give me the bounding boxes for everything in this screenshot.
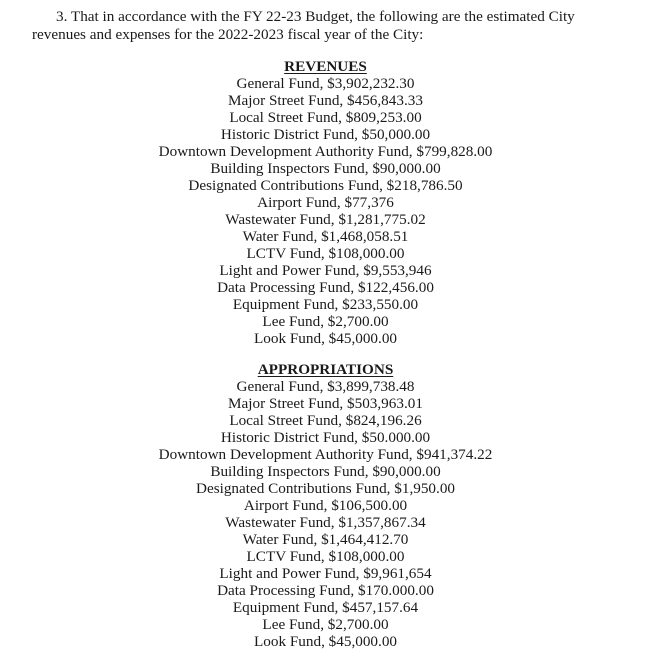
revenue-item: Wastewater Fund, $1,281,775.02 [225, 211, 426, 228]
appropriation-item: Building Inspectors Fund, $90,000.00 [210, 463, 441, 480]
revenue-item: Designated Contributions Fund, $218,786.50 [188, 177, 463, 194]
appropriation-item: LCTV Fund, $108,000.00 [246, 548, 405, 565]
revenue-item: Local Street Fund, $809,253.00 [229, 109, 422, 126]
revenue-item: Equipment Fund, $233,550.00 [232, 296, 419, 313]
revenue-item: Building Inspectors Fund, $90,000.00 [210, 160, 441, 177]
appropriation-item: Historic District Fund, $50.000.00 [220, 429, 431, 446]
appropriation-item: General Fund, $3,899,738.48 [236, 378, 415, 395]
intro-line-1: 3. That in accordance with the FY 22-23 Budget, the following are the estimated City [56, 8, 575, 25]
appropriation-item: Downtown Development Authority Fund, $941,374.22 [158, 446, 493, 463]
appropriation-item: Airport Fund, $106,500.00 [243, 497, 408, 514]
appropriation-item: Designated Contributions Fund, $1,950.00 [195, 480, 456, 497]
revenue-item: Lee Fund, $2,700.00 [262, 313, 389, 330]
revenue-item: Airport Fund, $77,376 [257, 194, 394, 211]
intro-line-2: revenues and expenses for the 2022-2023 fiscal year of the City: [32, 25, 424, 43]
revenue-item: Data Processing Fund, $122,456.00 [217, 279, 434, 296]
appropriation-item: Equipment Fund, $457,157.64 [232, 599, 419, 616]
revenue-item: Historic District Fund, $50,000.00 [220, 126, 431, 143]
revenue-item: Major Street Fund, $456,843.33 [228, 92, 423, 109]
revenue-item: Look Fund, $45,000.00 [253, 330, 398, 347]
appropriation-item: Major Street Fund, $503,963.01 [228, 395, 423, 412]
appropriations-list [0, 378, 651, 650]
appropriation-item: Local Street Fund, $824,196.26 [229, 412, 422, 429]
revenues-heading: REVENUES [284, 58, 367, 75]
appropriation-item: Water Fund, $1,464,412.70 [242, 531, 409, 548]
revenue-item: LCTV Fund, $108,000.00 [246, 245, 405, 262]
revenues-list [0, 75, 651, 347]
appropriation-item: Wastewater Fund, $1,357,867.34 [225, 514, 426, 531]
appropriations-heading: APPROPRIATIONS [257, 361, 394, 378]
appropriation-item: Data Processing Fund, $170.000.00 [217, 582, 434, 599]
revenue-item: Light and Power Fund, $9,553,946 [219, 262, 432, 279]
appropriation-item: Lee Fund, $2,700.00 [262, 616, 389, 633]
appropriations-section [0, 361, 651, 650]
appropriation-item: Light and Power Fund, $9,961,654 [219, 565, 432, 582]
appropriation-item: Look Fund, $45,000.00 [253, 633, 398, 650]
revenues-section [0, 58, 651, 347]
revenue-item: Water Fund, $1,468,058.51 [242, 228, 409, 245]
revenue-item: General Fund, $3,902,232.30 [236, 75, 415, 92]
intro-paragraph [32, 8, 622, 43]
revenue-item: Downtown Development Authority Fund, $799,828.00 [158, 143, 493, 160]
